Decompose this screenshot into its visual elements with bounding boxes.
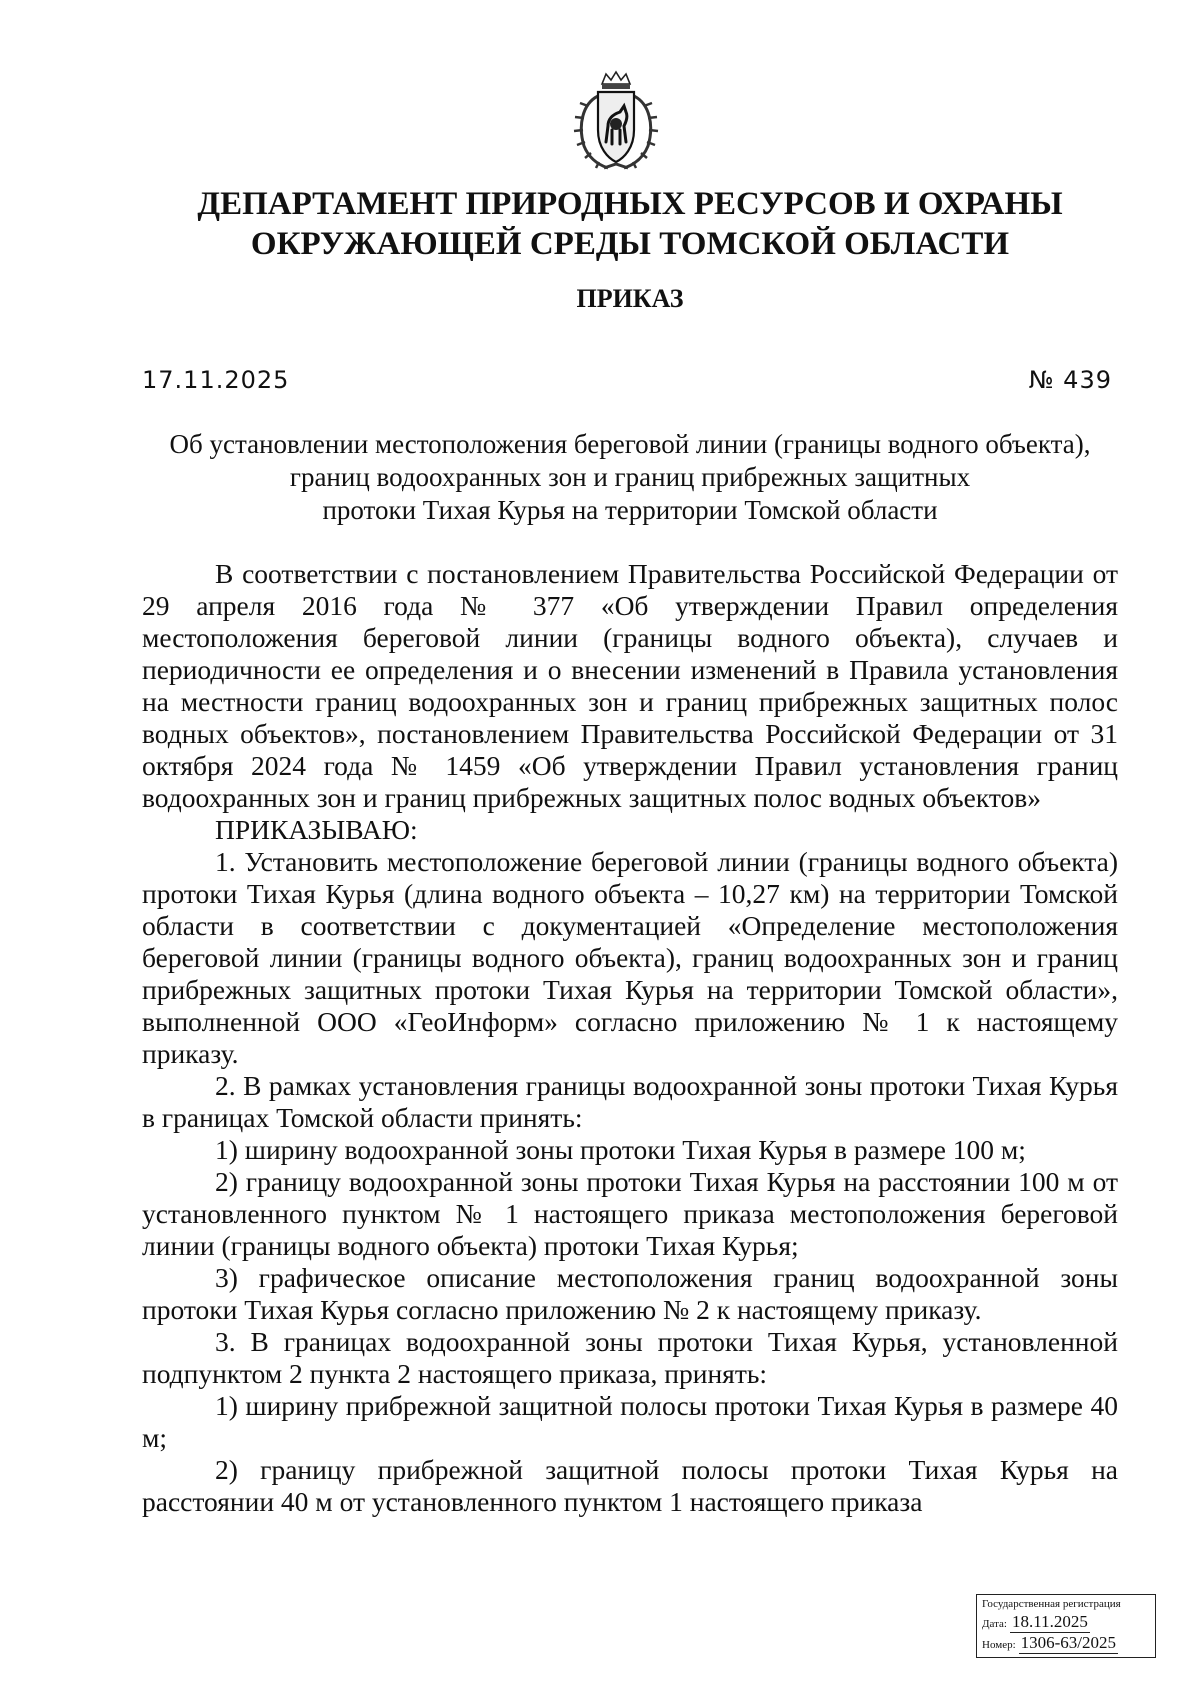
subject-line1: Об установлении местоположения береговой линии (границы водного объекта),	[169, 429, 1091, 459]
document-body	[142, 558, 1118, 1518]
clause-1: 1. Установить местоположение береговой линии (границы водного объекта) протоки Тихая Курья (длина водного объекта – 10,27 км) на территории Томской области в соответствии с документацией «Определение местоположения береговой линии (границы водного объекта), границ водоохранных зон и границ прибрежных защитных протоки Тихая Курья на территории Томской области», выполненной ООО «ГеоИнформ» согласно приложению № 1 к настоящему приказу.	[142, 846, 1118, 1069]
stamp-date-row	[982, 1612, 1151, 1633]
clause-3-item-2: 2) границу прибрежной защитной полосы протоки Тихая Курья на расстоянии 40 м от установленного пунктом 1 настоящего приказа	[142, 1454, 1118, 1517]
registration-stamp	[976, 1594, 1156, 1658]
document-date: 17.11.2025	[142, 366, 290, 394]
stamp-number-label: Номер:	[982, 1639, 1016, 1651]
subject-line2: границ водоохранных зон и границ прибрежных защитных	[289, 462, 971, 492]
clause-3: 3. В границах водоохранной зоны протоки Тихая Курья, установленной подпунктом 2 пункта 2 настоящего приказа, принять:	[142, 1326, 1118, 1389]
clause-2: 2. В рамках установления границы водоохранной зоны протоки Тихая Курья в границах Томской области принять:	[142, 1070, 1118, 1133]
stamp-title: Государственная регистрация	[982, 1598, 1121, 1610]
document-type: ПРИКАЗ	[576, 284, 684, 313]
stamp-number-row	[982, 1633, 1151, 1654]
clause-3-item-1: 1) ширину прибрежной защитной полосы протоки Тихая Курья в размере 40 м;	[142, 1390, 1118, 1453]
document-number: № 439	[1028, 366, 1112, 394]
clause-2-item-1: 1) ширину водоохранной зоны протоки Тихая Курья в размере 100 м;	[215, 1134, 1026, 1165]
document-subject	[140, 428, 1120, 527]
organization-name-line1: ДЕПАРТАМЕНТ ПРИРОДНЫХ РЕСУРСОВ И ОХРАНЫ	[197, 186, 1063, 222]
subject-line3: протоки Тихая Курья на территории Томской области	[322, 495, 938, 525]
preamble-paragraph: В соответствии с постановлением Правительства Российской Федерации от 29 апреля 2016 года № 377 «Об утверждении Правил определения местоположения береговой линии (границы водного объекта), случаев и периодичности ее определения и о внесении изменений в Правила установления на местности границ водоохранных зон и границ прибрежных защитных полос водных объектов», постановлением Правительства Российской Федерации от 31 октября 2024 года № 1459 «Об утверждении Правил установления границ водоохранных зон и границ прибрежных защитных полос водных объектов»	[142, 558, 1118, 813]
stamp-date-value: 18.11.2025	[1011, 1612, 1088, 1631]
clause-2-item-3: 3) графическое описание местоположения границ водоохранной зоны протоки Тихая Курья согласно приложению № 2 к настоящему приказу.	[142, 1262, 1118, 1325]
organization-name-line2: ОКРУЖАЮЩЕЙ СРЕДЫ ТОМСКОЙ ОБЛАСТИ	[250, 226, 1010, 262]
stamp-number-value: 1306-63/2025	[1020, 1633, 1117, 1652]
clause-2-item-2: 2) границу водоохранной зоны протоки Тихая Курья на расстоянии 100 м от установленного пунктом № 1 настоящего приказа местоположения береговой линии (границы водного объекта) протоки Тихая Курья;	[142, 1166, 1118, 1261]
organization-name	[140, 184, 1120, 264]
order-word: ПРИКАЗЫВАЮ:	[215, 814, 418, 845]
coat-of-arms-icon	[568, 70, 664, 174]
stamp-date-label: Дата:	[982, 1618, 1007, 1630]
